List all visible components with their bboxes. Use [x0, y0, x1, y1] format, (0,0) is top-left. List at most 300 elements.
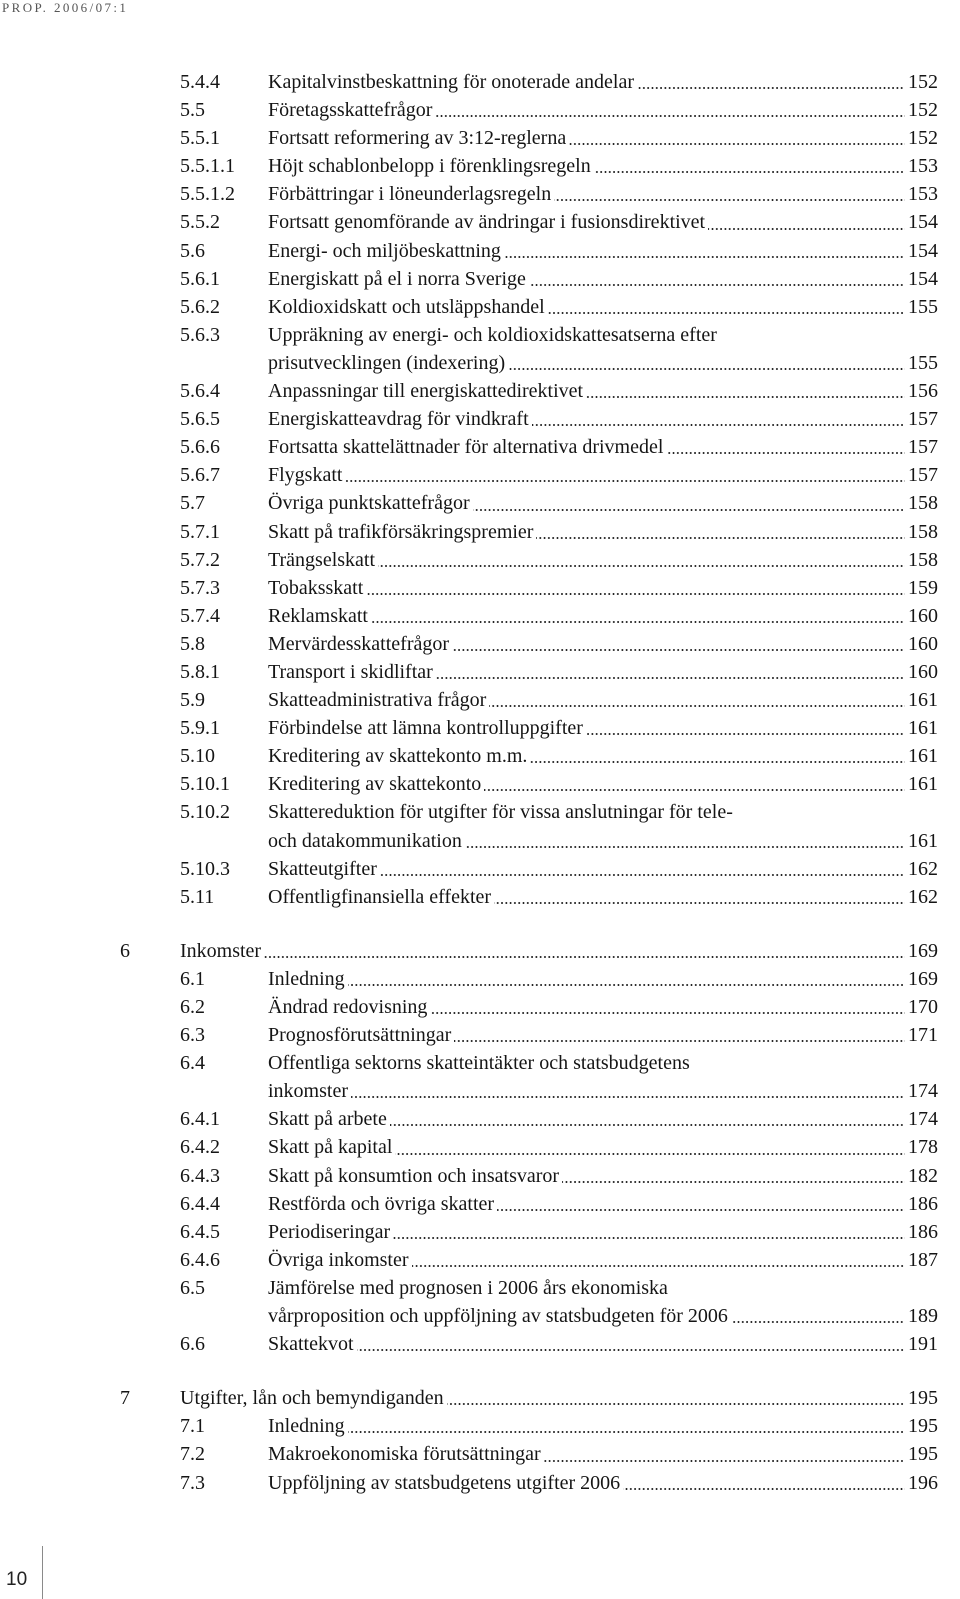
dot-leader	[436, 677, 905, 679]
toc-entry-final-line	[268, 1469, 938, 1497]
toc-entry-number: 6.2	[180, 996, 205, 1018]
toc-entry[interactable]	[0, 742, 960, 770]
toc-entry-final-line	[268, 518, 938, 546]
dot-leader	[447, 1403, 905, 1405]
toc-entry-text	[268, 1274, 938, 1330]
toc-entry-text	[268, 1412, 938, 1440]
toc-entry[interactable]	[0, 237, 960, 265]
toc-entry-page-number: 182	[908, 1164, 938, 1187]
dot-leader	[530, 761, 905, 763]
dot-leader	[494, 902, 905, 904]
toc-entry-line	[268, 1274, 938, 1302]
dot-leader	[351, 1096, 905, 1098]
running-header-title: PROP. 2006/07:1	[2, 0, 129, 15]
toc-entry-page-number: 154	[908, 211, 938, 234]
toc-entry-number: 5.7.3	[180, 576, 220, 599]
toc-entry-text	[268, 883, 938, 911]
toc-entry[interactable]	[0, 180, 960, 208]
toc-entry[interactable]	[0, 546, 960, 574]
toc-entry[interactable]	[0, 993, 960, 1021]
toc-entry-number: 5.6	[180, 239, 205, 262]
toc-entry-line	[268, 1049, 938, 1077]
toc-entry-page-number: 159	[908, 576, 938, 599]
dot-leader	[666, 452, 905, 454]
toc-entry-title: Offentliga sektorns skatteintäkter och statsbudgetens	[268, 1052, 690, 1075]
toc-entry[interactable]	[0, 461, 960, 489]
toc-entry-final-line	[268, 124, 938, 152]
toc-entry-final-line	[268, 855, 938, 883]
toc-entry-number: 6.4.6	[180, 1248, 220, 1271]
toc-entry-title: Kreditering av skattekonto	[268, 773, 482, 796]
toc-entry-page-number: 153	[908, 183, 938, 206]
toc-entry[interactable]	[0, 770, 960, 798]
toc-entry-number: 5.8	[180, 632, 205, 655]
toc-entry-page-number: 158	[908, 548, 938, 571]
toc-entry-title: Jämförelse med prognosen i 2006 års ekonomiska	[268, 1276, 668, 1299]
dot-leader	[708, 228, 905, 230]
toc-entry-text	[268, 855, 938, 883]
toc-entry[interactable]	[0, 152, 960, 180]
toc-entry-page-number: 161	[908, 829, 938, 852]
dot-leader	[378, 565, 905, 567]
toc-entry[interactable]	[0, 714, 960, 742]
dot-leader	[430, 1012, 905, 1014]
toc-entry-final-line	[268, 770, 938, 798]
toc-entry-number: 6.3	[180, 1024, 205, 1047]
toc-entry-title: Förbindelse att lämna kontrolluppgifter	[268, 717, 583, 740]
toc-entry-page-number: 156	[908, 380, 938, 403]
toc-entry-text	[268, 742, 938, 770]
toc-entry-title: vårproposition och uppföljning av statsbudgeten för 2006	[268, 1305, 728, 1328]
dot-leader	[594, 171, 905, 173]
toc-entry-final-line	[268, 433, 938, 461]
toc-entry-page-number: 152	[908, 71, 938, 93]
toc-entry[interactable]	[0, 1412, 960, 1440]
toc-entry-text	[268, 433, 938, 461]
dot-leader	[504, 256, 905, 258]
toc-entry[interactable]	[0, 1218, 960, 1246]
toc-entry-title: prisutvecklingen (indexering)	[268, 351, 506, 374]
toc-entry[interactable]	[0, 405, 960, 433]
toc-entry-final-line	[268, 1162, 938, 1190]
dot-leader	[484, 789, 905, 791]
toc-entry-text	[268, 237, 938, 265]
toc-entry[interactable]	[0, 208, 960, 236]
toc-entry-title: Tobaksskatt	[268, 576, 364, 599]
toc-entry-number: 5.6.3	[180, 323, 220, 346]
toc-entry-title: Höjt schablonbelopp i förenklingsregeln	[268, 155, 591, 178]
toc-entry-page-number: 189	[908, 1305, 938, 1328]
toc-entry-text	[268, 1049, 938, 1105]
toc-entry-title: Uppföljning av statsbudgetens utgifter 2006	[268, 1471, 621, 1494]
toc-entry-page-number: 195	[908, 1415, 938, 1438]
toc-entry-title: Övriga inkomster	[268, 1248, 409, 1271]
toc-entry-title: och datakommunikation	[268, 829, 462, 852]
toc-entry-title: Koldioxidskatt och utsläppshandel	[268, 295, 545, 318]
toc-entry-title: Förbättringar i löneunderlagsregeln	[268, 183, 552, 206]
toc-entry-title: Reklamskatt	[268, 604, 368, 627]
dot-leader	[554, 199, 905, 201]
toc-entry-title: Mervärdesskattefrågor	[268, 632, 450, 655]
toc-entry-page-number: 195	[908, 1387, 938, 1410]
toc-entry-page-number: 191	[908, 1333, 938, 1356]
toc-entry-final-line	[180, 1384, 938, 1412]
toc-entry-title: Energi- och miljöbeskattning	[268, 239, 501, 262]
toc-entry-final-line	[268, 208, 938, 236]
toc-entry-number: 6.4.2	[180, 1136, 220, 1159]
dot-leader	[586, 733, 905, 735]
toc-entry-final-line	[268, 574, 938, 602]
toc-entry[interactable]	[0, 1105, 960, 1133]
toc-entry-number: 5.8.1	[180, 660, 220, 683]
toc-entry-page-number: 174	[908, 1108, 938, 1131]
toc-entry-number: 5.5.2	[180, 211, 220, 234]
toc-entry-number: 5.6.2	[180, 295, 220, 318]
toc-entry-number: 5.10.1	[180, 773, 230, 796]
toc-entry-title: Inledning	[268, 967, 345, 990]
dot-leader	[390, 1124, 905, 1126]
toc-entry-text	[268, 630, 938, 658]
dot-leader	[637, 87, 905, 89]
dot-leader	[395, 1153, 905, 1155]
toc-entry-number: 5.6.7	[180, 464, 220, 487]
toc-entry-number: 5.9	[180, 689, 205, 712]
toc-entry[interactable]	[0, 293, 960, 321]
toc-entry-title: Företagsskattefrågor	[268, 99, 433, 122]
toc-entry[interactable]	[0, 602, 960, 630]
toc-entry-text	[268, 546, 938, 574]
toc-entry-final-line	[268, 630, 938, 658]
toc-entry-page-number: 161	[908, 773, 938, 796]
toc-entry-text	[268, 1190, 938, 1218]
toc-entry-final-line	[268, 1077, 938, 1105]
dot-leader	[435, 115, 905, 117]
toc-entry-final-line	[268, 965, 938, 993]
toc-entry-text	[268, 152, 938, 180]
toc-entry[interactable]	[0, 265, 960, 293]
toc-entry-final-line	[268, 152, 938, 180]
toc-entry-title: Övriga punktskattefrågor	[268, 492, 470, 515]
toc-entry-text	[268, 1218, 938, 1246]
toc-entry[interactable]	[0, 518, 960, 546]
dot-leader	[465, 846, 905, 848]
dot-leader	[548, 312, 905, 314]
toc-entry[interactable]	[0, 124, 960, 152]
toc-entry-number: 6.5	[180, 1276, 205, 1299]
toc-entry-number: 6.4.3	[180, 1164, 220, 1187]
dot-leader	[380, 874, 905, 876]
toc-entry-final-line	[180, 937, 938, 965]
toc-entry[interactable]	[0, 1469, 960, 1497]
toc-entry-number: 5.7.2	[180, 548, 220, 571]
toc-entry-text	[268, 96, 938, 124]
toc-entry-page-number: 155	[908, 351, 938, 374]
toc-entry-text	[268, 180, 938, 208]
toc-entry-page-number: 186	[908, 1220, 938, 1243]
toc-entry-title: Fortsatt reformering av 3:12-reglerna	[268, 127, 567, 150]
toc-entry-title: Skatt på arbete	[268, 1108, 387, 1131]
toc-entry[interactable]	[0, 68, 960, 96]
toc-entry-number: 6.4.4	[180, 1192, 220, 1215]
toc-entry-title: Fortsatta skattelättnader för alternativa drivmedel	[268, 436, 664, 459]
toc-entry[interactable]	[0, 1440, 960, 1468]
toc-entry-final-line	[268, 1440, 938, 1468]
toc-entry-text	[268, 686, 938, 714]
dot-leader	[454, 1040, 905, 1042]
toc-entry-text	[268, 208, 938, 236]
toc-entry-final-line	[268, 883, 938, 911]
toc-entry[interactable]	[0, 883, 960, 911]
toc-entry-page-number: 154	[908, 267, 938, 290]
toc-entry-page-number: 195	[908, 1443, 938, 1466]
toc-entry-page-number: 174	[908, 1080, 938, 1103]
toc-entry-page-number: 155	[908, 295, 938, 318]
toc-entry[interactable]	[0, 489, 960, 517]
toc-entry-number: 5.10.3	[180, 857, 230, 880]
toc-entry-number: 5.6.6	[180, 436, 220, 459]
toc-entry-number: 5.7	[180, 492, 205, 515]
toc-entry-text	[268, 1162, 938, 1190]
toc-entry-number: 7.3	[180, 1471, 205, 1494]
dot-leader	[529, 284, 905, 286]
toc-chapter-title: Utgifter, lån och bemyndiganden	[180, 1387, 444, 1410]
toc-entry-number: 5.7.4	[180, 604, 220, 627]
dot-leader	[357, 1349, 905, 1351]
dot-leader	[508, 368, 905, 370]
toc-entry-title: Skatt på trafikförsäkringspremier	[268, 520, 534, 543]
toc-entry[interactable]	[0, 1330, 960, 1358]
toc-entry-number: 7.2	[180, 1443, 205, 1466]
toc-entry-final-line	[268, 489, 938, 517]
toc-entry-final-line	[268, 827, 938, 855]
toc-entry-page-number: 153	[908, 155, 938, 178]
toc-entry-page-number: 160	[908, 632, 938, 655]
toc-entry[interactable]	[0, 377, 960, 405]
toc-entry-text	[268, 518, 938, 546]
dot-leader	[544, 1460, 905, 1462]
toc-entry-final-line	[268, 602, 938, 630]
toc-entry-final-line	[268, 237, 938, 265]
toc-entry-page-number: 154	[908, 239, 938, 262]
toc-entry[interactable]	[0, 321, 960, 377]
toc-entry-final-line	[268, 96, 938, 124]
toc-entry-page-number: 157	[908, 436, 938, 459]
toc-entry-text	[268, 124, 938, 152]
dot-leader	[264, 956, 905, 958]
toc-entry-page-number: 169	[908, 939, 938, 962]
dot-leader	[348, 1431, 905, 1433]
toc-entry-title: Kapitalvinstbeskattning för onoterade andelar	[268, 71, 634, 93]
toc-entry-title: Makroekonomiska förutsättningar	[268, 1443, 541, 1466]
toc-entry-page-number: 178	[908, 1136, 938, 1159]
toc-entry-final-line	[268, 405, 938, 433]
toc-entry-number: 5.6.5	[180, 408, 220, 431]
table-of-contents	[0, 68, 960, 1497]
dot-leader	[562, 1181, 905, 1183]
toc-chapter-entry[interactable]	[0, 937, 960, 965]
toc-entry-final-line	[268, 993, 938, 1021]
dot-leader	[473, 509, 905, 511]
toc-entry-text	[268, 1246, 938, 1274]
toc-entry-page-number: 160	[908, 604, 938, 627]
toc-entry-title: Skatt på kapital	[268, 1136, 393, 1159]
dot-leader	[623, 1488, 905, 1490]
toc-entry-page-number: 157	[908, 408, 938, 431]
toc-entry-text	[268, 1021, 938, 1049]
toc-entry-final-line	[268, 1218, 938, 1246]
toc-entry-number: 5.9.1	[180, 717, 220, 740]
dot-leader	[489, 705, 905, 707]
toc-entry-number: 5.5	[180, 99, 205, 122]
toc-entry-text	[268, 461, 938, 489]
toc-entry-final-line	[268, 714, 938, 742]
toc-entry-text	[180, 1384, 938, 1412]
toc-entry-page-number: 169	[908, 967, 938, 990]
toc-entry-final-line	[268, 461, 938, 489]
toc-entry-text	[268, 714, 938, 742]
toc-entry-text	[268, 993, 938, 1021]
toc-entry-final-line	[268, 1246, 938, 1274]
toc-entry-text	[268, 574, 938, 602]
toc-entry-final-line	[268, 546, 938, 574]
toc-entry-text	[268, 405, 938, 433]
toc-entry-number: 5.5.1.2	[180, 183, 235, 206]
toc-entry-title: Uppräkning av energi- och koldioxidskattesatserna efter	[268, 323, 717, 346]
toc-entry-title: Skatteadministrativa frågor	[268, 689, 487, 712]
toc-entry-final-line	[268, 1330, 938, 1358]
toc-entry-final-line	[268, 1105, 938, 1133]
toc-entry-text	[268, 489, 938, 517]
toc-entry-number: 6.4.1	[180, 1108, 220, 1131]
toc-entry-title: Offentligfinansiella effekter	[268, 885, 492, 908]
toc-entry[interactable]	[0, 574, 960, 602]
toc-entry-title: Periodiseringar	[268, 1220, 391, 1243]
toc-entry-final-line	[268, 265, 938, 293]
toc-entry-text	[268, 965, 938, 993]
toc-entry-title: Energiskatteavdrag för vindkraft	[268, 408, 529, 431]
toc-entry-final-line	[268, 1190, 938, 1218]
toc-entry-title: Flygskatt	[268, 464, 343, 487]
dot-leader	[731, 1321, 905, 1323]
toc-entry-title: Ändrad redovisning	[268, 996, 428, 1018]
toc-entry-final-line	[268, 180, 938, 208]
toc-entry-title: Inledning	[268, 1415, 345, 1438]
toc-entry-number: 7.1	[180, 1415, 205, 1438]
toc-entry-title: inkomster	[268, 1080, 348, 1103]
toc-entry[interactable]	[0, 1246, 960, 1274]
toc-entry-page-number: 170	[908, 996, 938, 1018]
toc-entry-text	[268, 1469, 938, 1497]
toc-chapter-title: Inkomster	[180, 939, 262, 962]
toc-entry[interactable]	[0, 1133, 960, 1161]
toc-entry-page-number: 158	[908, 492, 938, 515]
toc-entry-page-number: 171	[908, 1024, 938, 1047]
toc-entry-number: 6.4	[180, 1052, 205, 1075]
toc-entry-final-line	[268, 742, 938, 770]
toc-entry-line	[268, 321, 938, 349]
toc-entry-title: Skattereduktion för utgifter för vissa anslutningar för tele-	[268, 801, 733, 824]
toc-entry-text	[268, 377, 938, 405]
toc-entry-title: Skatt på konsumtion och insatsvaror	[268, 1164, 560, 1187]
toc-entry-final-line	[268, 293, 938, 321]
toc-entry-page-number: 152	[908, 99, 938, 122]
dot-leader	[586, 396, 905, 398]
toc-entry[interactable]	[0, 686, 960, 714]
dot-leader	[532, 424, 905, 426]
toc-entry-number: 6.6	[180, 1333, 205, 1356]
toc-chapter-number: 7	[120, 1387, 130, 1410]
toc-entry[interactable]	[0, 798, 960, 854]
toc-entry-final-line	[268, 1133, 938, 1161]
toc-entry-page-number: 157	[908, 464, 938, 487]
toc-entry-page-number: 161	[908, 745, 938, 768]
toc-entry-title: Fortsatt genomförande av ändringar i fusionsdirektivet	[268, 211, 706, 234]
toc-entry-text	[268, 658, 938, 686]
dot-leader	[348, 984, 905, 986]
toc-entry-number: 5.4.4	[180, 71, 220, 93]
toc-entry[interactable]	[0, 855, 960, 883]
toc-entry-text	[268, 1105, 938, 1133]
toc-entry-number: 5.6.4	[180, 380, 220, 403]
toc-entry-page-number: 186	[908, 1192, 938, 1215]
toc-entry-title: Skattekvot	[268, 1333, 354, 1356]
toc-entry[interactable]	[0, 96, 960, 124]
toc-entry-text	[268, 265, 938, 293]
dot-leader	[345, 480, 905, 482]
toc-chapter-number: 6	[120, 939, 130, 962]
toc-entry[interactable]	[0, 1190, 960, 1218]
toc-chapter-entry[interactable]	[0, 1384, 960, 1412]
toc-entry-text	[180, 937, 938, 965]
toc-entry-final-line	[268, 686, 938, 714]
toc-entry-line	[268, 798, 938, 826]
toc-entry-final-line	[268, 658, 938, 686]
toc-entry[interactable]	[0, 658, 960, 686]
toc-entry-page-number: 161	[908, 689, 938, 712]
toc-entry-page-number: 162	[908, 885, 938, 908]
toc-entry-title: Transport i skidliftar	[268, 660, 433, 683]
dot-leader	[569, 143, 905, 145]
page-number: 10	[6, 1569, 28, 1590]
toc-entry-page-number: 187	[908, 1248, 938, 1271]
toc-entry-number: 5.6.1	[180, 267, 220, 290]
toc-entry-number: 5.10.2	[180, 801, 230, 824]
toc-entry-text	[268, 68, 938, 96]
toc-entry-page-number: 162	[908, 857, 938, 880]
toc-entry-page-number: 160	[908, 660, 938, 683]
toc-entry-text	[268, 293, 938, 321]
toc-entry[interactable]	[0, 1274, 960, 1330]
dot-leader	[412, 1265, 905, 1267]
toc-entry[interactable]	[0, 433, 960, 461]
toc-entry[interactable]	[0, 630, 960, 658]
toc-entry-page-number: 196	[908, 1471, 938, 1494]
toc-entry-number: 6.1	[180, 967, 205, 990]
toc-entry-text	[268, 1440, 938, 1468]
toc-entry[interactable]	[0, 965, 960, 993]
toc-entry-title: Kreditering av skattekonto m.m.	[268, 745, 528, 768]
toc-entry[interactable]	[0, 1021, 960, 1049]
toc-entry-text	[268, 798, 938, 854]
toc-entry[interactable]	[0, 1049, 960, 1105]
toc-entry-title: Prognosförutsättningar	[268, 1024, 452, 1047]
toc-entry-title: Anpassningar till energiskattedirektivet	[268, 380, 584, 403]
toc-entry-number: 5.7.1	[180, 520, 220, 543]
toc-entry-number: 5.10	[180, 745, 215, 768]
toc-entry[interactable]	[0, 1162, 960, 1190]
toc-entry-text	[268, 770, 938, 798]
toc-entry-final-line	[268, 1302, 938, 1330]
